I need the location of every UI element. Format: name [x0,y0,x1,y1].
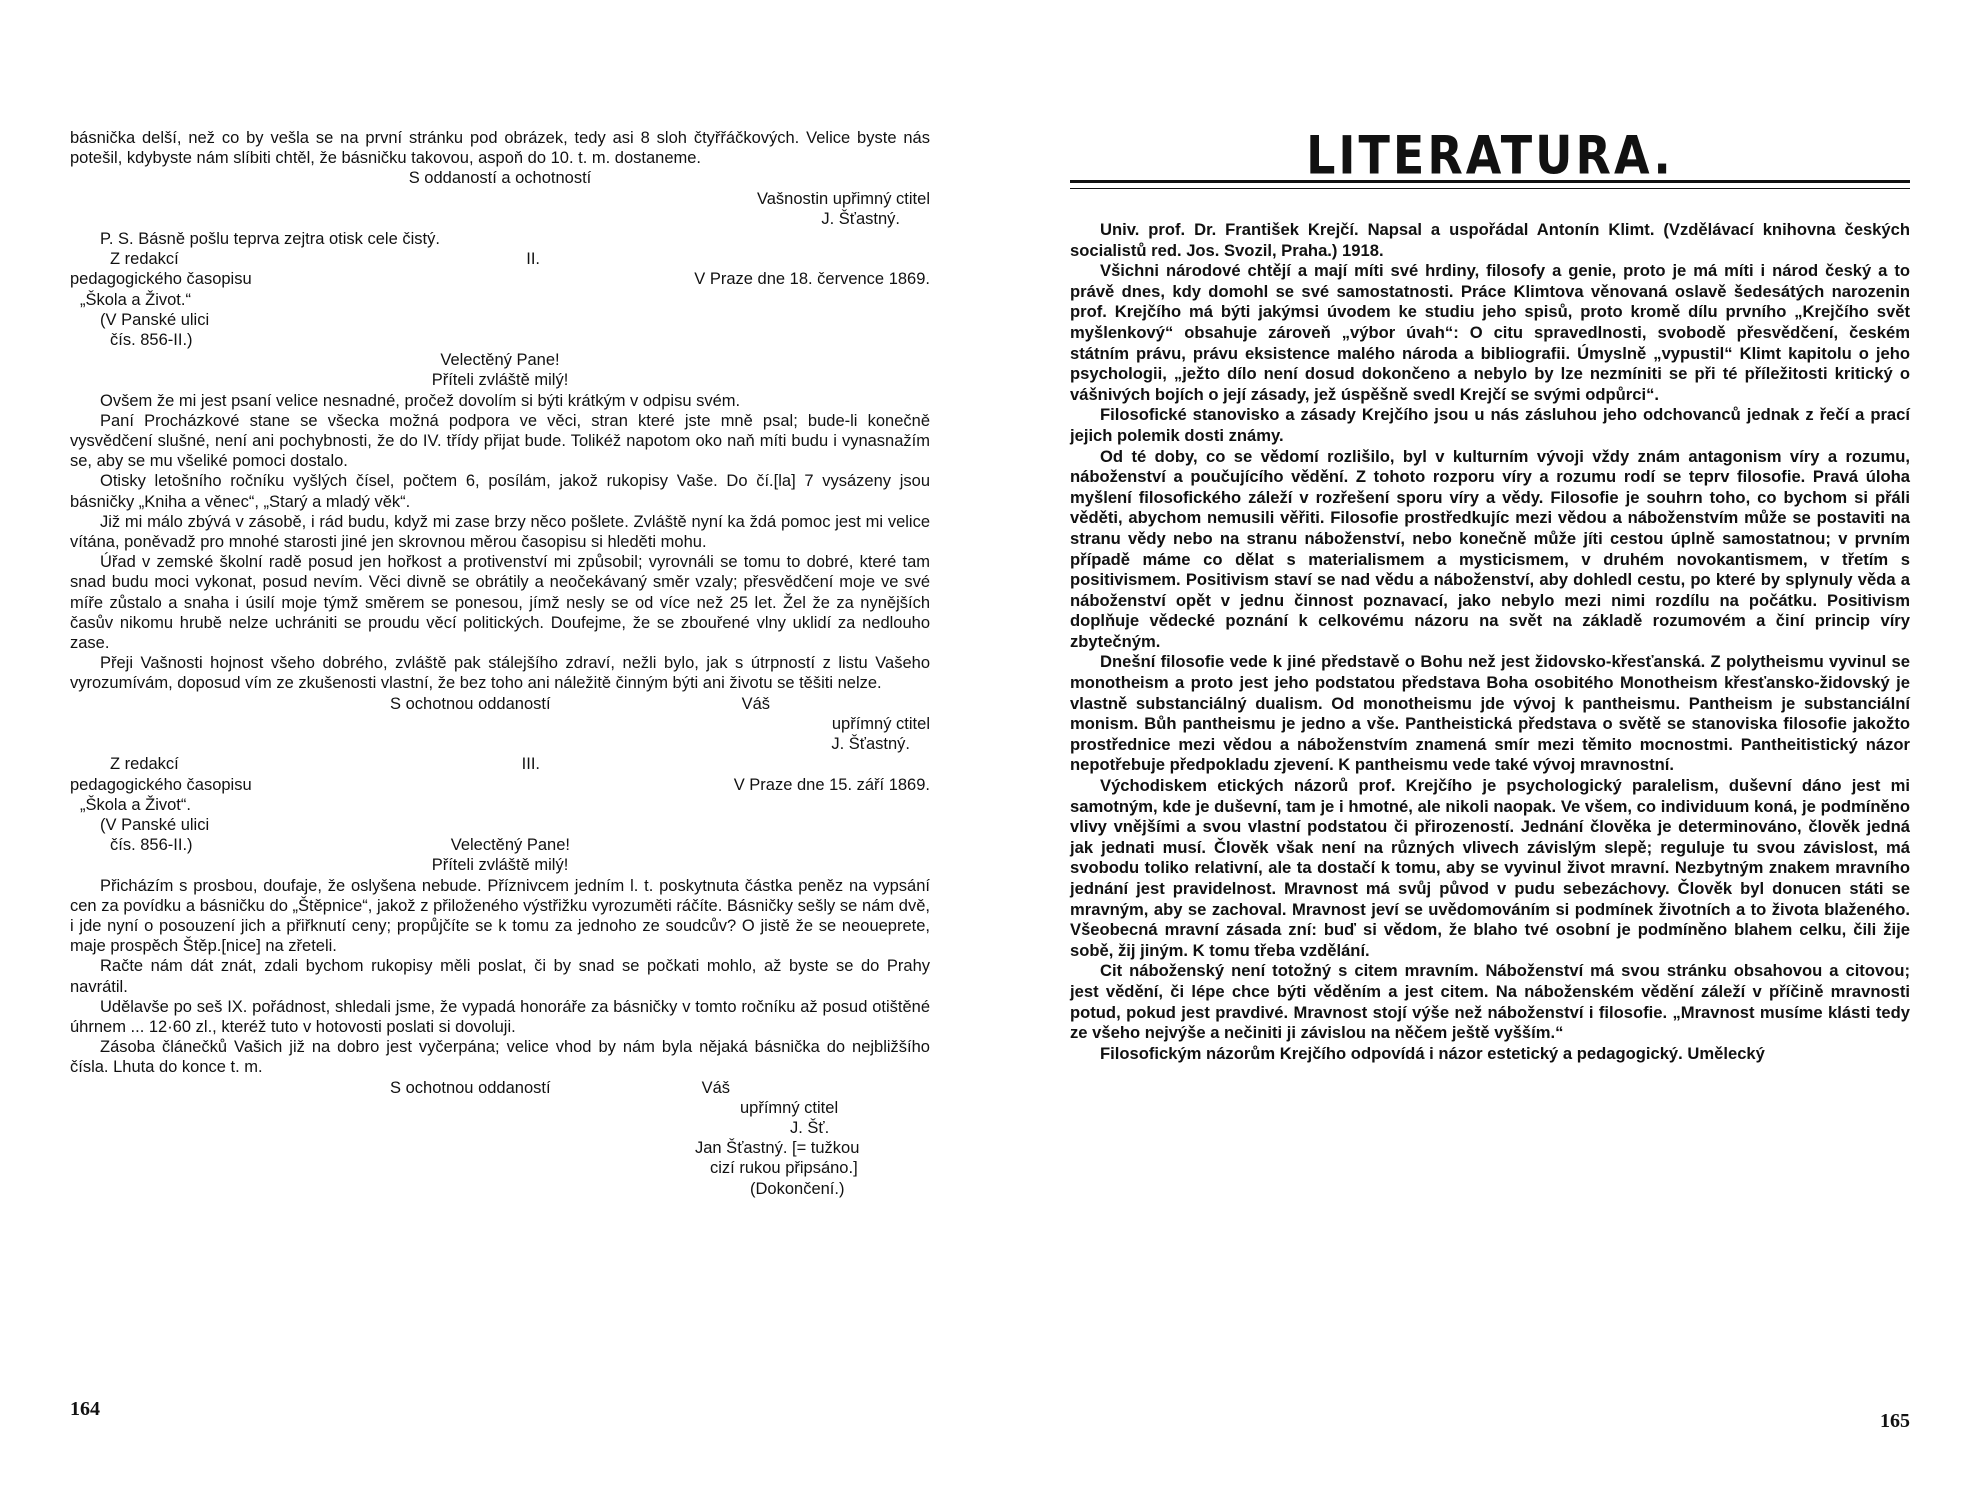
heading-rule-thick [1070,180,1910,183]
letter3-number: III. [521,755,540,774]
letter3-header-row1 [70,754,540,774]
letter2-from-5: čís. 856-II.) [110,331,193,350]
letter3-signature-3: Jan Šťastný. [= tužkou [695,1139,860,1158]
letter2-header-row1 [70,249,540,269]
letter3-closing-row [70,1078,930,1098]
letter3-signature-1: upřímný ctitel [740,1098,839,1117]
left-page [70,0,930,1500]
letter2-salutation-1: Velectěný Pane! [440,351,560,370]
letter1-signature-line1: Vašnostin upřimný ctitel [756,189,930,208]
review-paragraph: Dnešní filosofie vede k jiné představě o Bohu než jest židovsko-křesťanská. Z polytheismu vyvinul se monotheism a proto jest jeho podstatou představa Boha osobitého Monotheism křesťansko-židovský je vlastně substanciálný dualism. Od monotheismu jde vývoj k pantheismu. Pantheism je substanciální monism. Bůh pantheismu je jedno a vše. Pantheistická představa o světě se stanoviska filosofie jakožto prostřednice mezi vědou a náboženstvím znamená smír mezi těmito mocnostmi. Pantheitistický názor nepotřebuje předpokladu zjevení. K pantheismu vede také vývoj mravnostní. [1070,652,1910,775]
letter3-paragraph: Račte nám dát znát, zdali bychom rukopisy měli poslat, či by snad se počkati mohlo, až byste se do Prahy navrátil. [70,957,930,996]
review-paragraph: Cit náboženský není totožný s citem mravním. Náboženství má svou stránku obsahovou a citovou; jest vědění, či lépe chce býti věděním a jest citem. Na náboženském vědění záleží v příčině mravnosti potud, pokud jest pravdivé. Mravnost stojí výše než náboženství i filosofie. „Mravnost musíme klásti tedy ze všeho nejvýše a nečiniti ji závislou na něčem ještě vyšším.“ [1070,961,1910,1043]
letter3-signature-2: J. Šť. [790,1118,830,1137]
review-paragraph: Všichni národové chtějí a mají míti své hrdiny, filosofy a genie, proto je má míti i národ český a to právě dnes, kdy domohl se své samostatnosti. Práce Klimtova věnovaná oslavě šedesátých narozenin prof. Krejčího má býti jakýmsi úvodem ke studiu jeho spisů, proto kromě dílu prvního „Krejčího svět myšlenkový“ obsahuje zároveň „výbor úvah“: O citu spravedlnosti, svobodě přesvědčení, českém státním právu, právu eksistence malého národa a bibliografii. Úmyslně „vypustil“ Klimt kapitolu o jeho psychologii, „ježto dílo není dosud dokončeno a nebylo by lze nezmíniti se při té příležitosti kritický o vášnivých bojích o její zásady, jež úspěšně svedl Krejčí se svými odpůrci“. [1070,261,1910,404]
letter2-header-row2 [70,269,930,289]
letter3-paragraph: Zásoba článečků Vašich již na dobro jest vyčerpána; velice vhod by nám byla nějaká básnička do nejbližšího čísla. Lhuta do konce t. m. [70,1038,930,1077]
letter2-paragraph: Paní Procházkové stane se všecka možná podpora ve věci, stran které jste mně psal; bude-li konečně vysvědčení slušné, není ani pochybnosti, že do IV. třídy přijat bude. Tolikéž napotom oko naň míti budu i vynasnažím se, aby se mu všeliké pomoci dostalo. [70,411,930,471]
letter3-from-5: čís. 856-II.) [110,836,193,855]
letter3-paragraph: Udělavše po seš IX. pořádnost, shledali jsme, že vypadá honoráře za básničky v tomto ročníku až posud otištěné úhrnem ... 12·60 zl., kteréž tuto v hotovosti poslati si dovoluji. [70,997,930,1036]
section-heading: LITERATURA. [1306,123,1674,187]
letter3-from-4: (V Panské ulici [100,815,210,834]
letter2-from-2: pedagogického časopisu [70,270,252,289]
letter2-paragraph: Ovšem že mi jest psaní velice nesnadné, pročež dovolím si býti krátkým v odpisu svém. [100,391,741,410]
letter2-paragraph: Již mi málo zbývá v zásobě, i rád budu, když mi zase brzy něco pošlete. Zvláště nyní ka ždá pomoc jest mi velice vítána, poněvadž pro mnohé starosti jiné jen skrovnou měrou časopisu si hleděti mohu. [70,512,930,552]
letter3-closing-vas: Váš [701,1078,730,1097]
heading-rule-thin [1070,188,1910,189]
letter2-paragraph: Úřad v zemské školní radě posud jen hořkost a protivenství mi způsobil; vyrovnáli se tomu to dobré, které tam snad budu moci vykonat, posud nevím. Věci divně se obrátily a neočekávaný směr vzaly; přesvědčení moje ve své míře zůstalo a snaha i úsilí moje týmž směrem se ponesou, jímž nesly se od více než 25 let. Žel že za nynějších časův nikomu hrubě nelze uchrániti se proudu věcí politických. Doufejme, že se zbouřené vlny uklidí za nedlouho zase. [70,553,930,653]
letter3-paragraph: Přicházím s prosbou, doufaje, že oslyšena nebude. Příznivcem jedním l. t. poskytnuta částka peněz na vypsání cen za povídku a básničku do „Štěpnice“, jakož z přiloženého výstřižku vyrozuměti ráčíte. Básničky sešly se nám dvě, i jde nyní o posouzení jich a přiřknutí ceny; propůjčíte se k tomu za jednoho ze soudcův? O jistě že se neoueprete, maje prospěch Štěp.[nice] na zřeteli. [70,876,930,956]
letter1-closing: S oddaností a ochotností [408,169,592,188]
letter2-place-date: V Praze dne 18. července 1869. [694,270,930,289]
letter3-from-2: pedagogického časopisu [70,775,252,794]
review-paragraph: Od té doby, co se vědomí rozlišilo, byl v kulturním vývoji vždy znám antagonism víry a rozumu, náboženství a poučujícího vědění. Z tohoto rozporu víry a rozumu rodí se teprv filosofie. Pravá úloha myšlení filosofického záleží v rozřešení sporu víry a vědy. Filosofie je souhrn toho, co bychom si přáli věděti, abychom nemusili věřiti. Filosofie prostředkujíc mezi vědou a náboženstvím může se postaviti na stranu vědy nebo na stranu náboženství, nebo konečně může jíti cestou úplně samostatnou; v prvním případě máme co dělat s materialismem a mysticismem, v druhém novokantismem, v třetím s positivismem. Positivism staví se nad vědu a náboženství, aby dohledl cestu, po které by splynuly věda a náboženství opět v jednu činnost poznavací, jako nebylo mezi nimi rozdílu na počátku. Positivism doplňuje vědecké poznání k celkovému názoru na svět na základě rozumovém a činí princip víry zbytečným. [1070,446,1910,651]
letter2-closing-vas: Váš [741,694,770,713]
letter2-from-1: Z redakcí [110,250,179,269]
letter2-salutation-2: Příteli zvláště milý! [431,371,569,390]
letter2-signature-1: upřímný ctitel [831,714,930,733]
review-paragraph: Univ. prof. Dr. František Krejčí. Napsal a uspořádal Antonín Klimt. (Vzdělávací knihovna českých socialistů red. Jos. Svozil, Praha.) 1918. [1070,220,1910,260]
letter3-header-row5 [70,835,930,855]
letter3-salutation-1: Velectěný Pane! [450,836,570,855]
letter2-from-3: „Škola a Život.“ [80,290,191,309]
letter2-paragraph: Otisky letošního ročníku vyšlých čísel, počtem 6, posílám, jakož rukopisy Vaše. Do čí.[la] 7 vysázeny jsou básničky „Kniha a věnec“, „Starý a mladý věk“. [70,472,930,511]
letter2-paragraph: Přeji Vašnosti hojnost všeho dobrého, zvláště pak stálejšího zdraví, nežli bylo, jak s útrpností z listu Vašeho vyrozumívám, doposud vím ze zkušenosti vlastní, že bez toho ani náležitě činným býti ani životu se těšiti nelze. [70,654,930,693]
page-number-left: 164 [70,1398,100,1420]
letter3-salutation-2: Příteli zvláště milý! [431,856,569,875]
review-paragraph: Filosofické stanovisko a zásady Krejčího jsou u nás zásluhou jeho odchovanců jednak z řečí a prací jejich polemik dosti známy. [1070,405,1910,445]
review-paragraph: Východiskem etických názorů prof. Krejčího je psychologický paralelism, duševní dáno jest mi samotným, kde je duševní, tam je i hmotné, ale nikoli naopak. Ve všem, co individuum koná, je podmíněno vlivy vnějšími a svou vlastní podstatou či přirozeností. Jednání člověka je determinováno, člověk jedná jak jednati musí. Člověk však není na různých vlivech závislým slepě; reguluje tu svou závislost, má svobodu toliko relativní, ale ta dostačí k tomu, aby se vyvinul život mravní. Nezbytným znakem mravního jednání jest pravidelnost. Mravnost má svůj původ v pudu sebezáchovy. Člověk byl donucen státi se mravným, aby se zachoval. Mravnost jeví se uvědomováním si podmínek životních a to života blaženého. Všeobecná mravní zásada zní: buď si vědom, že blaho tvé osobní je podmíněno blahem celku, čili žije sobě, žij jiným. K tomu třeba vzdělání. [1070,776,1910,960]
letter3-from-3: „Škola a Život“. [80,795,191,814]
letter3-signature-4: cizí rukou připsáno.] [710,1159,858,1178]
right-page [1070,0,1910,1500]
page-number-right: 165 [1880,1410,1910,1432]
letter2-signature-2: J. Šťastný. [831,735,910,754]
letter1-ending: básnička delší, než co by vešla se na první stránku pod obrázek, tedy asi 8 sloh čtyřřáčkových. Velice byste nás potešil, kdybyste nám slíbiti chtěl, že básničku takovou, aspoň do 10. t. m. dostaneme. [70,129,930,168]
letter1-signature-line2: J. Šťastný. [821,209,900,228]
letter3-header-row2 [70,775,930,795]
letter3-header-row4 [70,815,930,835]
letter2-closing: S ochotnou oddaností [390,694,551,713]
letter3-end-note: (Dokončení.) [750,1179,845,1198]
letter3-closing: S ochotnou oddaností [390,1078,551,1097]
review-paragraph: Filosofickým názorům Krejčího odpovídá i názor estetický a pedagogický. Umělecký [1100,1043,1765,1063]
letter3-place-date: V Praze dne 15. září 1869. [733,775,930,794]
letter3-from-1: Z redakcí [110,755,179,774]
left-page-content [70,128,930,1199]
right-page-content [1070,220,1910,1064]
letter2-from-4: (V Panské ulici [100,310,210,329]
letter1-postscript: P. S. Básně pošlu teprva zejtra otisk cele čistý. [100,230,440,249]
letter2-closing-row [70,694,930,714]
letter2-number: II. [526,250,540,269]
